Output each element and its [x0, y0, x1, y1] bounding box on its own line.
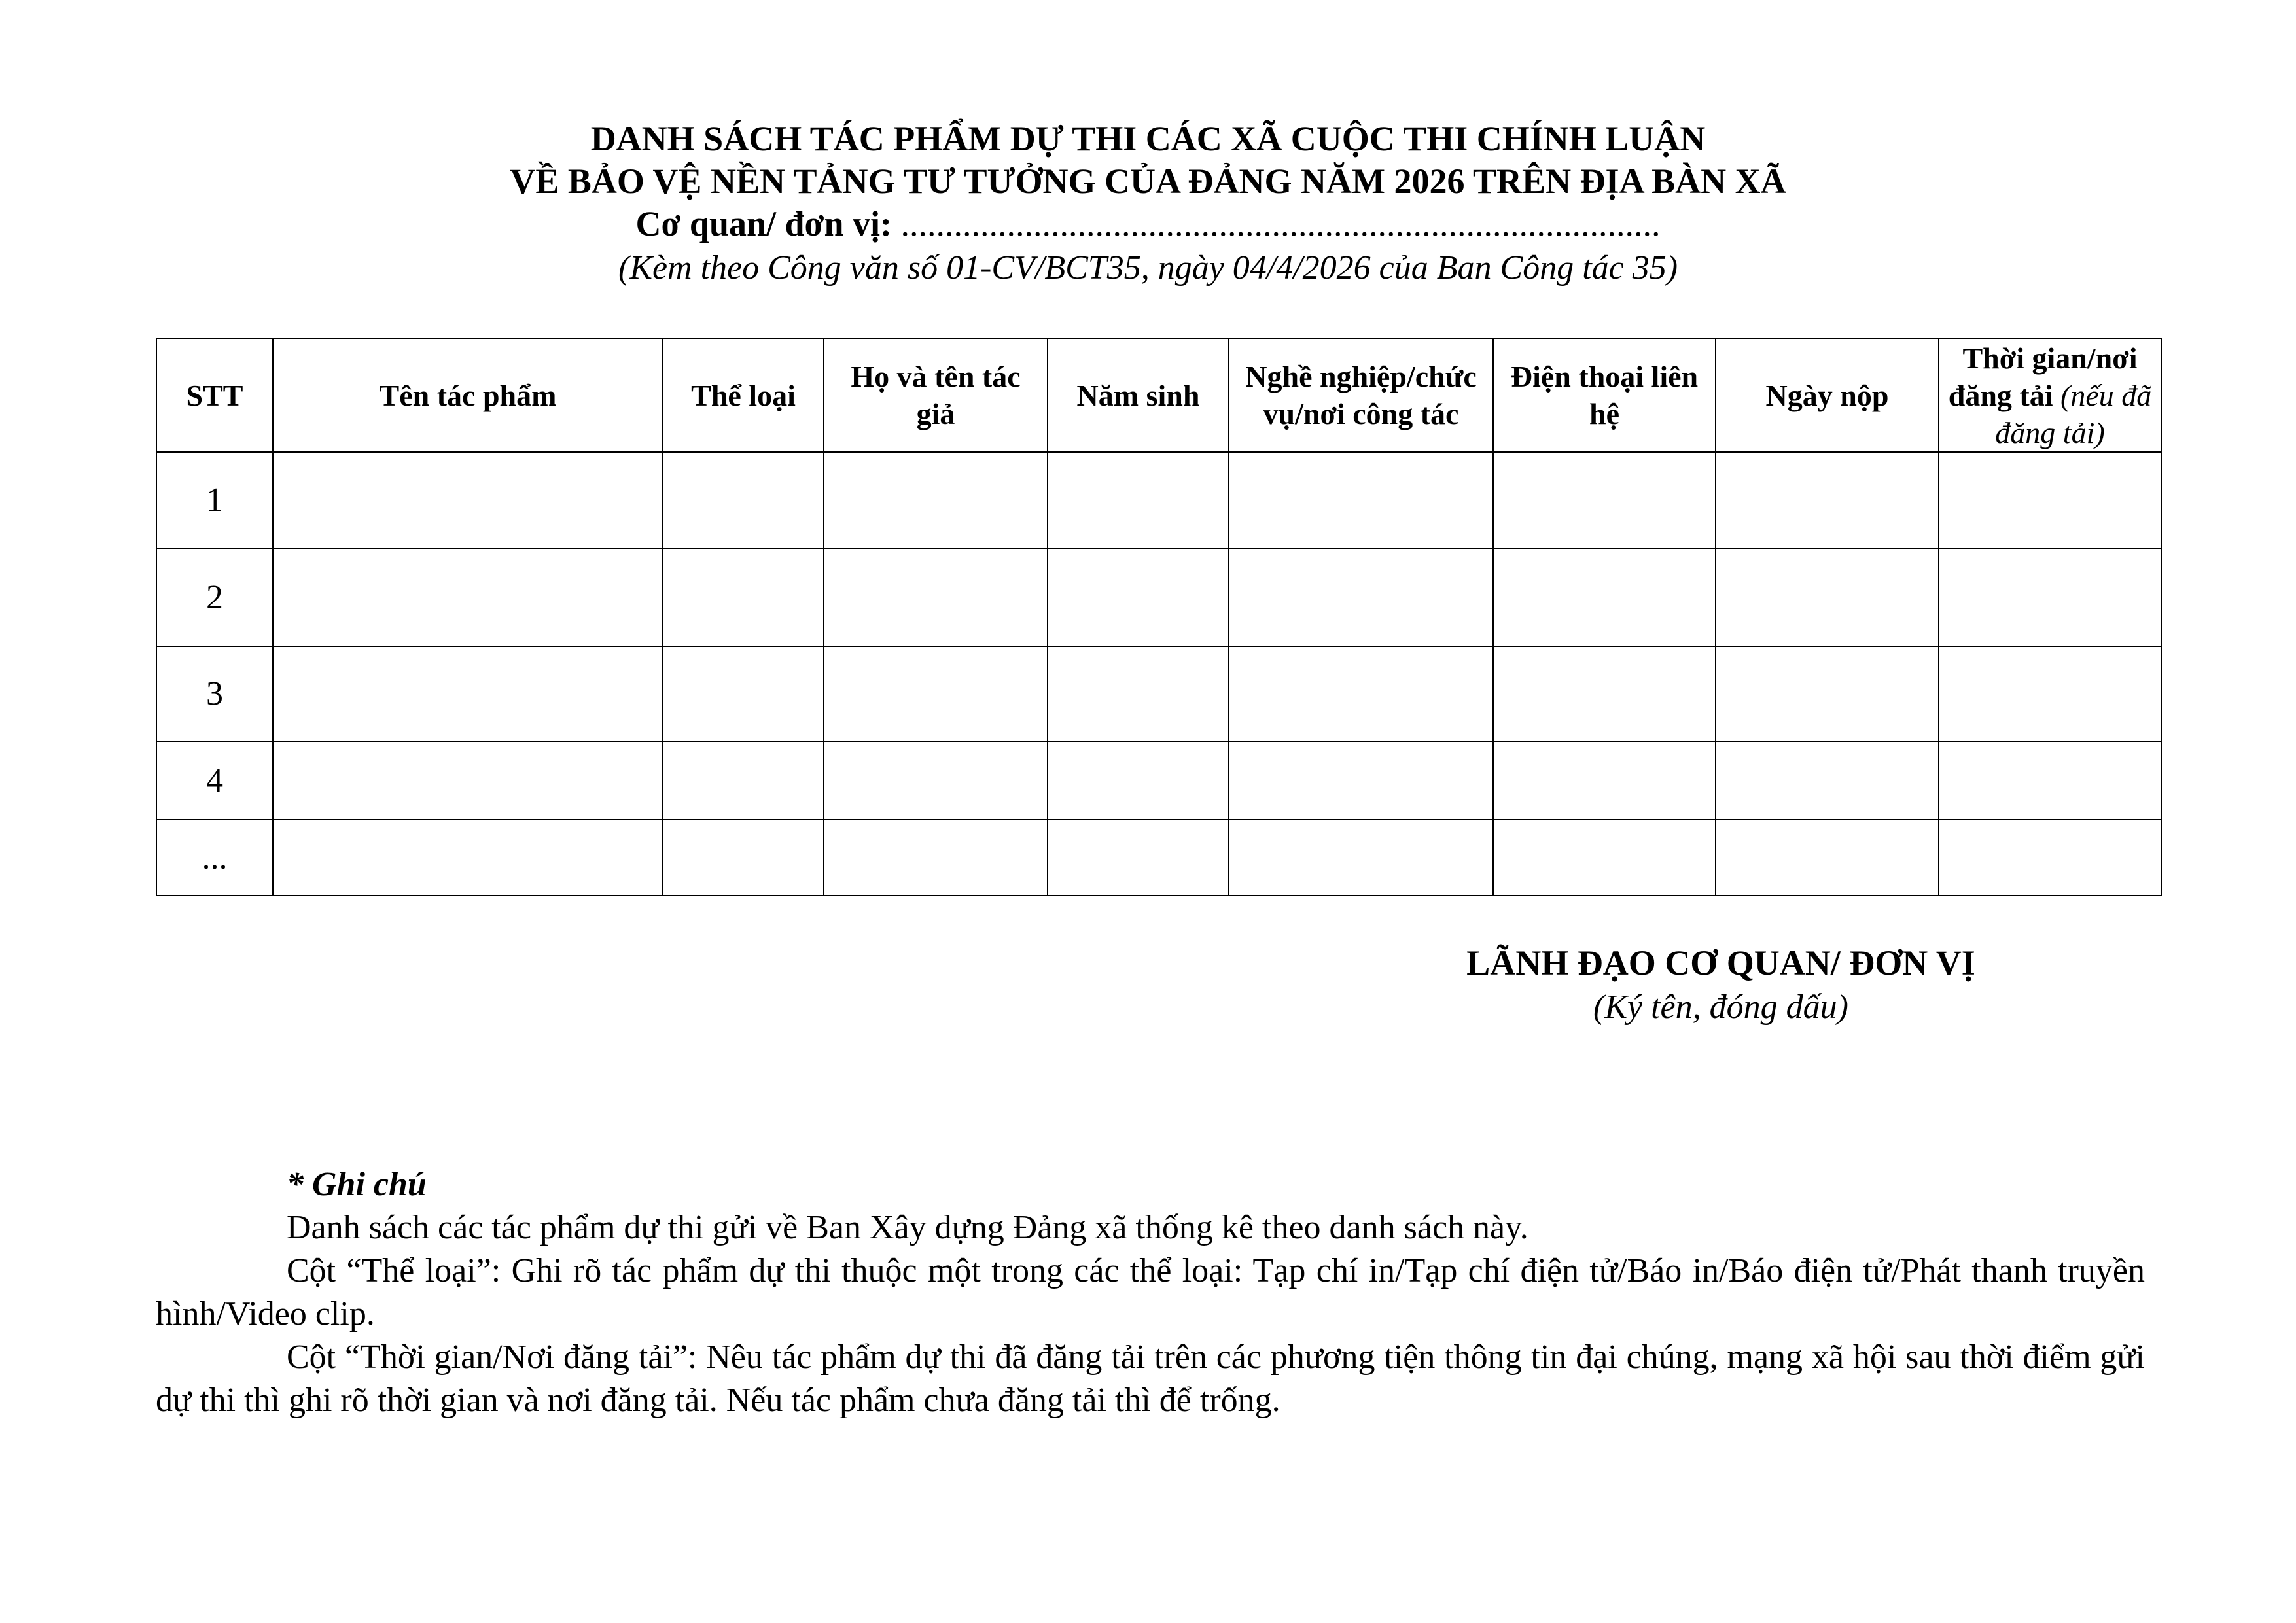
cell-nghe-nghiep[interactable]	[1229, 548, 1493, 646]
cell-the-loai[interactable]	[663, 741, 824, 820]
header-thoi-gian-note: (nếu đã đăng tải)	[1995, 378, 2152, 449]
cell-dien-thoai[interactable]	[1493, 548, 1716, 646]
header-dien-thoai: Điện thoại liên hệ	[1493, 338, 1716, 452]
cell-nam-sinh[interactable]	[1048, 548, 1229, 646]
cell-ho-ten[interactable]	[824, 741, 1048, 820]
cell-nam-sinh[interactable]	[1048, 820, 1229, 896]
cell-ho-ten[interactable]	[824, 548, 1048, 646]
cell-ngay-nop[interactable]	[1716, 548, 1939, 646]
header-stt: STT	[156, 338, 273, 452]
header-thoi-gian	[1939, 338, 2161, 452]
cell-dien-thoai[interactable]	[1493, 820, 1716, 896]
row-stt: 1	[156, 452, 273, 548]
header-ngay-nop: Ngày nộp	[1716, 338, 1939, 452]
agency-label: Cơ quan/ đơn vị:	[635, 204, 892, 243]
entries-table	[156, 338, 2162, 896]
cell-nghe-nghiep[interactable]	[1229, 452, 1493, 548]
header-the-loai: Thể loại	[663, 338, 824, 452]
table-row	[156, 548, 2161, 646]
notes-paragraph-2: Cột “Thể loại”: Ghi rõ tác phẩm dự thi thuộc một trong các thể loại: Tạp chí in/Tạp chí điện tử/Báo in/Báo điện tử/Phát thanh truyền hình/Video clip.	[156, 1252, 2145, 1333]
agency-line	[0, 203, 2296, 245]
row-stt: 4	[156, 741, 273, 820]
agency-dots: ......................................................................................	[900, 204, 1661, 243]
table-row	[156, 646, 2161, 741]
header-ten-tac-pham: Tên tác phẩm	[273, 338, 663, 452]
table-row	[156, 820, 2161, 896]
cell-ngay-nop[interactable]	[1716, 741, 1939, 820]
cell-ten-tac-pham[interactable]	[273, 452, 663, 548]
header-nghe-nghiep: Nghề nghiệp/chức vụ/nơi công tác	[1229, 338, 1493, 452]
notes-paragraph-3: Cột “Thời gian/Nơi đăng tải”: Nêu tác phẩm dự thi đã đăng tải trên các phương tiện thông tin đại chúng, mạng xã hội sau thời điểm gửi dự thi thì ghi rõ thời gian và nơi đăng tải. Nếu tác phẩm chưa đăng tải thì để trống.	[156, 1338, 2145, 1419]
cell-dien-thoai[interactable]	[1493, 741, 1716, 820]
cell-nghe-nghiep[interactable]	[1229, 820, 1493, 896]
cell-nghe-nghiep[interactable]	[1229, 741, 1493, 820]
cell-ho-ten[interactable]	[824, 646, 1048, 741]
cell-nam-sinh[interactable]	[1048, 646, 1229, 741]
cell-thoi-gian[interactable]	[1939, 741, 2161, 820]
notes-paragraph-1: Danh sách các tác phẩm dự thi gửi về Ban Xây dựng Đảng xã thống kê theo danh sách này.	[287, 1209, 1528, 1246]
cell-nam-sinh[interactable]	[1048, 741, 1229, 820]
cell-thoi-gian[interactable]	[1939, 646, 2161, 741]
cell-the-loai[interactable]	[663, 452, 824, 548]
row-stt: ...	[156, 820, 273, 896]
table-row	[156, 741, 2161, 820]
cell-ten-tac-pham[interactable]	[273, 646, 663, 741]
cell-ten-tac-pham[interactable]	[273, 548, 663, 646]
signature-title: LÃNH ĐẠO CƠ QUAN/ ĐƠN VỊ	[1466, 943, 1975, 983]
cell-thoi-gian[interactable]	[1939, 452, 2161, 548]
signature-subtitle: (Ký tên, đóng dấu)	[1593, 988, 1848, 1026]
notes-heading: * Ghi chú	[287, 1166, 427, 1203]
header-ho-ten: Họ và tên tác giả	[824, 338, 1048, 452]
document-subtitle: (Kèm theo Công văn số 01-CV/BCT35, ngày 04/4/2026 của Ban Công tác 35)	[618, 249, 1678, 287]
cell-dien-thoai[interactable]	[1493, 452, 1716, 548]
cell-ngay-nop[interactable]	[1716, 452, 1939, 548]
cell-ten-tac-pham[interactable]	[273, 820, 663, 896]
header-nam-sinh: Năm sinh	[1048, 338, 1229, 452]
cell-ngay-nop[interactable]	[1716, 820, 1939, 896]
document-title-line1: DANH SÁCH TÁC PHẨM DỰ THI CÁC XÃ CUỘC THI CHÍNH LUẬN	[590, 119, 1706, 158]
cell-the-loai[interactable]	[663, 820, 824, 896]
cell-ho-ten[interactable]	[824, 820, 1048, 896]
cell-the-loai[interactable]	[663, 548, 824, 646]
cell-nam-sinh[interactable]	[1048, 452, 1229, 548]
cell-ho-ten[interactable]	[824, 452, 1048, 548]
cell-dien-thoai[interactable]	[1493, 646, 1716, 741]
row-stt: 3	[156, 646, 273, 741]
notes-section	[156, 1163, 2145, 1422]
cell-thoi-gian[interactable]	[1939, 548, 2161, 646]
cell-ten-tac-pham[interactable]	[273, 741, 663, 820]
document-title-line2: VỀ BẢO VỆ NỀN TẢNG TƯ TƯỞNG CỦA ĐẢNG NĂM 2026 TRÊN ĐỊA BÀN XÃ	[510, 162, 1786, 201]
cell-the-loai[interactable]	[663, 646, 824, 741]
table-header-row	[156, 338, 2161, 452]
cell-thoi-gian[interactable]	[1939, 820, 2161, 896]
cell-nghe-nghiep[interactable]	[1229, 646, 1493, 741]
header-thoi-gian-label: Thời gian/nơi đăng tải	[1948, 341, 2138, 412]
cell-ngay-nop[interactable]	[1716, 646, 1939, 741]
row-stt: 2	[156, 548, 273, 646]
table-row	[156, 452, 2161, 548]
